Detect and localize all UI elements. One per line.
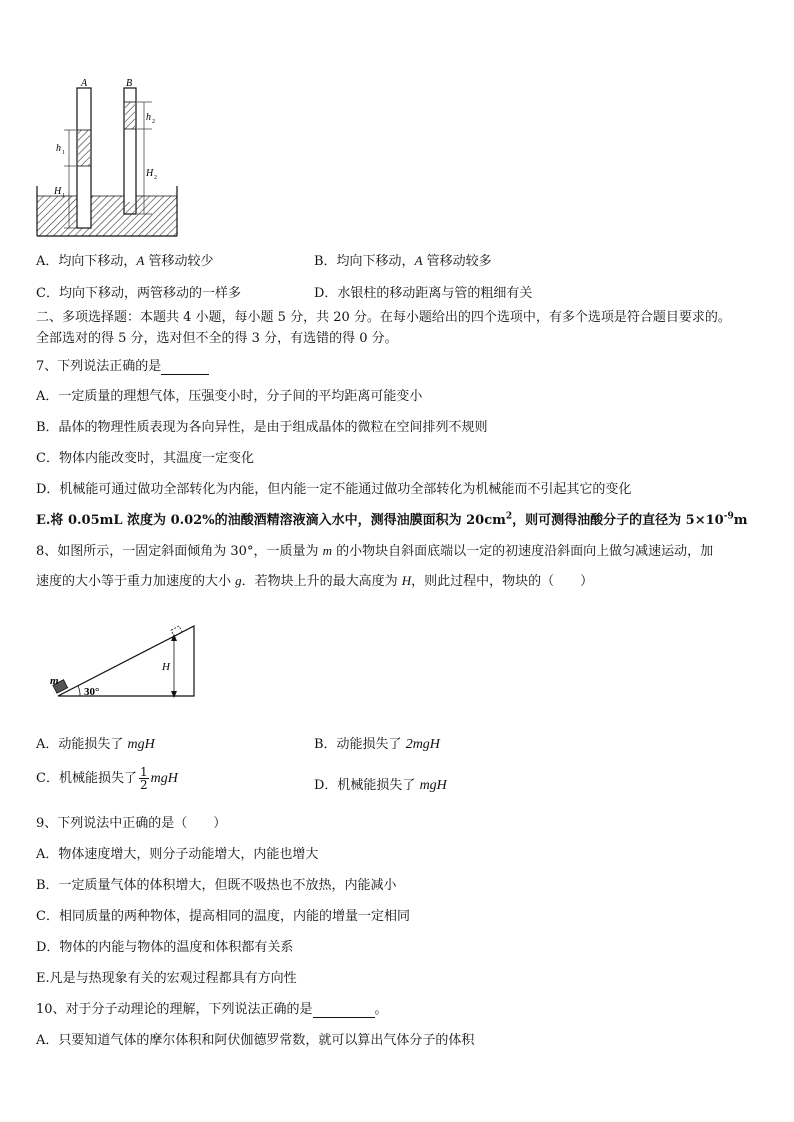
h1-label: h (56, 143, 61, 154)
q7-option-d: D．机械能可通过做功全部转化为内能，但内能一定不能通过做功全部转化为机械能而不引起其它的变化 (36, 482, 632, 497)
section-2-instructions-line2: 全部选对的得 5 分，选对但不全的得 3 分，有选错的得 0 分。 (36, 331, 398, 346)
q10-option-a: A．只要知道气体的摩尔体积和阿伏伽德罗常数，就可以算出气体分子的体积 (36, 1033, 475, 1048)
mercury-tube-figure (34, 78, 184, 238)
q7-stem: 7、下列说法正确的是 (36, 355, 209, 375)
q9-option-c: C．相同质量的两种物体，提高相同的温度，内能的增量一定相同 (36, 909, 410, 924)
q9-option-e: E.凡是与热现象有关的宏观过程都具有方向性 (36, 971, 297, 986)
q7-option-b: B．晶体的物理性质表现为各向异性，是由于组成晶体的微粒在空间排列不规则 (36, 420, 488, 435)
H1-label: H (54, 186, 62, 197)
q6-option-c: C．均向下移动，两管移动的一样多 (36, 286, 241, 301)
q8-option-c: C．机械能损失了 $\frac{1}{2}$ mgH (36, 765, 178, 792)
h1-sub: 1 (62, 150, 65, 156)
tube-a-label: A (81, 78, 88, 89)
q8-option-d: D．机械能损失了 mgH (314, 778, 447, 793)
q8-option-b: B．动能损失了 2mgH (314, 737, 440, 752)
H1-sub: 1 (62, 193, 65, 199)
tube-b-label: B (126, 78, 133, 89)
q9-option-d: D．物体的内能与物体的温度和体积都有关系 (36, 940, 294, 955)
q6-option-a: A．均向下移动，A 管移动较少 (36, 253, 214, 269)
q9-option-a: A．物体速度增大，则分子动能增大，内能也增大 (36, 847, 319, 862)
q8-option-a: A．动能损失了 mgH (36, 737, 155, 752)
h2-sub: 2 (152, 119, 155, 125)
H2-sub: 2 (154, 175, 157, 181)
q10-stem: 10、对于分子动理论的理解，下列说法正确的是 。 (36, 1002, 388, 1017)
fraction: $\frac{1}{2}$ (139, 765, 148, 792)
q9-stem: 9、下列说法中正确的是（ ） (36, 816, 227, 831)
q7-option-e: E.将 0.05mL 浓度为 0.02%的油酸酒精溶液滴入水中，测得油膜面积为 $20cm^2$，则可测得油酸分子的直径为 $5\times 10^{-9}m$ (36, 511, 748, 528)
q6-option-b: B．均向下移动，A 管移动较多 (314, 253, 492, 269)
angle-label: 30° (84, 686, 100, 698)
answer-blank (313, 1002, 375, 1018)
q6-option-d: D．水银柱的移动距离与管的粗细有关 (314, 286, 533, 301)
section-2-instructions-line1: 二、多项选择题：本题共 4 小题，每小题 5 分，共 20 分。在每小题给出的四个选项中，有多个选项是符合题目要求的。 (36, 310, 731, 325)
answer-blank (161, 359, 209, 375)
incline-figure (46, 618, 206, 702)
mass-label: m (50, 675, 59, 687)
q7-option-c: C．物体内能改变时，其温度一定变化 (36, 451, 254, 466)
h2-label: h (146, 112, 151, 123)
q9-option-b: B．一定质量气体的体积增大，但既不吸热也不放热，内能减小 (36, 878, 397, 893)
height-label: H (162, 661, 170, 673)
H2-label: H (146, 168, 154, 179)
q7-option-a: A．一定质量的理想气体，压强变小时，分子间的平均距离可能变小 (36, 389, 423, 404)
q8-stem-line1: 8、如图所示，一固定斜面倾角为 30°，一质量为 m 的小物块自斜面底端以一定的初速度沿斜面向上做匀减速运动，加 (36, 543, 714, 559)
q8-stem-line2: 速度的大小等于重力加速度的大小 g．若物块上升的最大高度为 H，则此过程中，物块的（ ） (36, 573, 594, 589)
